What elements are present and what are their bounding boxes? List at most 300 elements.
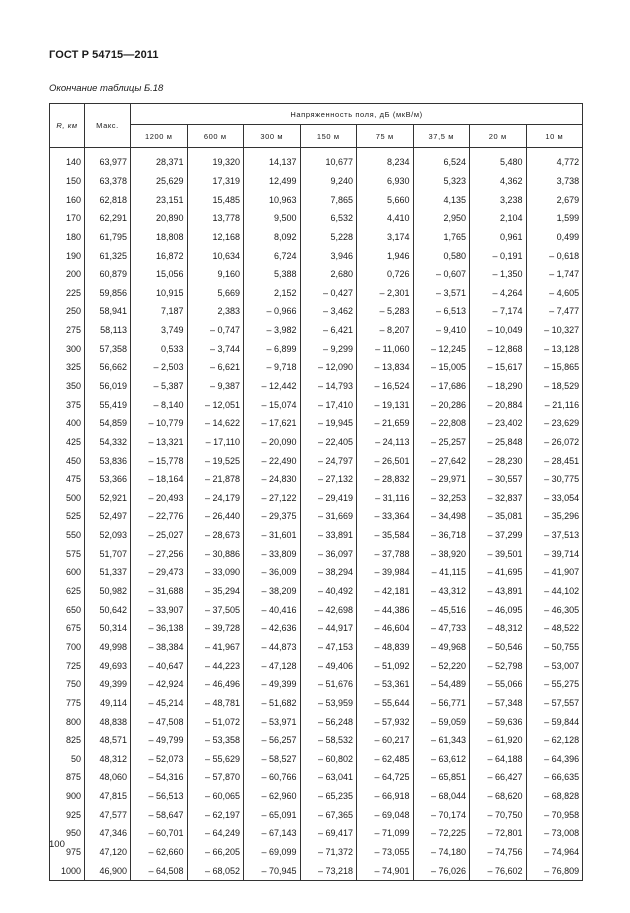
distance-cell: 475 (50, 470, 85, 489)
distance-cell: 200 (50, 265, 85, 284)
value-cell: – 10,779 (131, 414, 188, 433)
max-cell: 56,662 (85, 358, 131, 377)
value-cell: – 55,644 (357, 694, 414, 713)
value-cell: – 58,532 (300, 731, 357, 750)
value-cell: – 55,066 (470, 675, 527, 694)
value-cell: – 18,290 (470, 377, 527, 396)
value-cell: – 47,508 (131, 712, 188, 731)
value-cell: 1,599 (526, 209, 583, 228)
distance-cell: 925 (50, 805, 85, 824)
value-cell: 10,915 (131, 283, 188, 302)
value-cell: – 48,522 (526, 619, 583, 638)
header-frequency: 10 м (526, 125, 583, 148)
value-cell: – 74,756 (470, 843, 527, 862)
value-cell: 5,669 (187, 283, 244, 302)
value-cell: – 15,865 (526, 358, 583, 377)
value-cell: – 49,968 (413, 638, 470, 657)
table-row (50, 470, 583, 489)
max-cell: 55,419 (85, 395, 131, 414)
table-row (50, 414, 583, 433)
value-cell: – 0,191 (470, 246, 527, 265)
value-cell: – 52,220 (413, 656, 470, 675)
max-cell: 50,314 (85, 619, 131, 638)
value-cell: – 64,725 (357, 768, 414, 787)
value-cell: – 31,116 (357, 489, 414, 508)
header-frequency: 300 м (244, 125, 301, 148)
value-cell: – 38,384 (131, 638, 188, 657)
value-cell: – 24,797 (300, 451, 357, 470)
value-cell: 20,890 (131, 209, 188, 228)
value-cell: 3,738 (526, 172, 583, 191)
max-cell: 46,900 (85, 861, 131, 880)
value-cell: 5,323 (413, 172, 470, 191)
value-cell: – 15,074 (244, 395, 301, 414)
value-cell: – 33,364 (357, 507, 414, 526)
distance-cell: 300 (50, 339, 85, 358)
value-cell: – 16,524 (357, 377, 414, 396)
distance-cell: 500 (50, 489, 85, 508)
value-cell: – 66,427 (470, 768, 527, 787)
header-max: Макс. (85, 104, 131, 148)
value-cell: – 70,958 (526, 805, 583, 824)
value-cell: 1,765 (413, 228, 470, 247)
value-cell: – 2,503 (131, 358, 188, 377)
distance-cell: 180 (50, 228, 85, 247)
value-cell: – 17,621 (244, 414, 301, 433)
table-row (50, 489, 583, 508)
value-cell: – 29,419 (300, 489, 357, 508)
value-cell: – 23,402 (470, 414, 527, 433)
value-cell: 9,500 (244, 209, 301, 228)
max-cell: 47,815 (85, 787, 131, 806)
value-cell: – 46,305 (526, 600, 583, 619)
value-cell: – 3,744 (187, 339, 244, 358)
value-cell: – 44,873 (244, 638, 301, 657)
value-cell: 13,778 (187, 209, 244, 228)
value-cell: – 33,809 (244, 544, 301, 563)
max-cell: 49,114 (85, 694, 131, 713)
value-cell: – 27,122 (244, 489, 301, 508)
max-cell: 52,921 (85, 489, 131, 508)
value-cell: – 71,372 (300, 843, 357, 862)
value-cell: – 26,440 (187, 507, 244, 526)
value-cell: 0,499 (526, 228, 583, 247)
value-cell: – 14,793 (300, 377, 357, 396)
value-cell: – 60,065 (187, 787, 244, 806)
table-row (50, 377, 583, 396)
value-cell: – 50,755 (526, 638, 583, 657)
max-cell: 49,399 (85, 675, 131, 694)
value-cell: – 69,048 (357, 805, 414, 824)
value-cell: – 9,718 (244, 358, 301, 377)
value-cell: 3,174 (357, 228, 414, 247)
value-cell: 6,724 (244, 246, 301, 265)
value-cell: 2,950 (413, 209, 470, 228)
value-cell: – 44,102 (526, 582, 583, 601)
value-cell: – 20,286 (413, 395, 470, 414)
value-cell: – 10,327 (526, 321, 583, 340)
value-cell: – 21,116 (526, 395, 583, 414)
value-cell: – 69,417 (300, 824, 357, 843)
distance-cell: 275 (50, 321, 85, 340)
value-cell: – 56,513 (131, 787, 188, 806)
page-number: 100 (49, 839, 65, 850)
value-cell: – 12,245 (413, 339, 470, 358)
value-cell: – 53,358 (187, 731, 244, 750)
table-row (50, 787, 583, 806)
value-cell: – 59,844 (526, 712, 583, 731)
value-cell: – 53,007 (526, 656, 583, 675)
value-cell: 3,749 (131, 321, 188, 340)
value-cell: 8,092 (244, 228, 301, 247)
value-cell: – 37,788 (357, 544, 414, 563)
value-cell: 6,524 (413, 153, 470, 172)
value-cell: 7,865 (300, 190, 357, 209)
value-cell: – 0,747 (187, 321, 244, 340)
value-cell: – 68,044 (413, 787, 470, 806)
value-cell: 25,629 (131, 172, 188, 191)
table-row (50, 228, 583, 247)
table-row (50, 805, 583, 824)
value-cell: – 28,673 (187, 526, 244, 545)
value-cell: 28,371 (131, 153, 188, 172)
value-cell: – 33,907 (131, 600, 188, 619)
value-cell: 8,234 (357, 153, 414, 172)
value-cell: – 6,421 (300, 321, 357, 340)
table-row (50, 582, 583, 601)
max-cell: 58,113 (85, 321, 131, 340)
value-cell: – 36,097 (300, 544, 357, 563)
value-cell: – 21,659 (357, 414, 414, 433)
value-cell: – 22,405 (300, 433, 357, 452)
value-cell: – 74,180 (413, 843, 470, 862)
value-cell: – 64,249 (187, 824, 244, 843)
value-cell: – 45,516 (413, 600, 470, 619)
distance-cell: 140 (50, 153, 85, 172)
value-cell: – 15,005 (413, 358, 470, 377)
value-cell: – 1,747 (526, 265, 583, 284)
value-cell: – 68,828 (526, 787, 583, 806)
table-row (50, 339, 583, 358)
value-cell: – 57,348 (470, 694, 527, 713)
value-cell: – 9,410 (413, 321, 470, 340)
value-cell: – 19,131 (357, 395, 414, 414)
distance-cell: 425 (50, 433, 85, 452)
value-cell: – 41,695 (470, 563, 527, 582)
value-cell: – 47,153 (300, 638, 357, 657)
value-cell: – 41,907 (526, 563, 583, 582)
distance-cell: 900 (50, 787, 85, 806)
value-cell: – 25,027 (131, 526, 188, 545)
max-cell: 58,941 (85, 302, 131, 321)
value-cell: 2,679 (526, 190, 583, 209)
value-cell: – 66,205 (187, 843, 244, 862)
value-cell: – 39,728 (187, 619, 244, 638)
value-cell: – 33,054 (526, 489, 583, 508)
value-cell: – 20,884 (470, 395, 527, 414)
table-row (50, 768, 583, 787)
value-cell: – 9,387 (187, 377, 244, 396)
value-cell: – 66,635 (526, 768, 583, 787)
max-cell: 63,977 (85, 153, 131, 172)
table-row (50, 190, 583, 209)
value-cell: – 37,513 (526, 526, 583, 545)
value-cell: 2,680 (300, 265, 357, 284)
value-cell: – 21,878 (187, 470, 244, 489)
value-cell: – 56,257 (244, 731, 301, 750)
value-cell: – 36,138 (131, 619, 188, 638)
value-cell: – 40,492 (300, 582, 357, 601)
value-cell: – 0,966 (244, 302, 301, 321)
max-cell: 48,571 (85, 731, 131, 750)
value-cell: – 43,891 (470, 582, 527, 601)
table-row (50, 675, 583, 694)
header-frequency: 37,5 м (413, 125, 470, 148)
max-cell: 51,337 (85, 563, 131, 582)
max-cell: 49,693 (85, 656, 131, 675)
value-cell: – 59,059 (413, 712, 470, 731)
value-cell: – 0,607 (413, 265, 470, 284)
value-cell: – 12,868 (470, 339, 527, 358)
value-cell: – 48,781 (187, 694, 244, 713)
max-cell: 50,982 (85, 582, 131, 601)
value-cell: – 11,060 (357, 339, 414, 358)
max-cell: 52,497 (85, 507, 131, 526)
value-cell: – 27,256 (131, 544, 188, 563)
value-cell: – 63,041 (300, 768, 357, 787)
value-cell: – 18,164 (131, 470, 188, 489)
value-cell: – 30,886 (187, 544, 244, 563)
value-cell: – 8,207 (357, 321, 414, 340)
value-cell: – 31,601 (244, 526, 301, 545)
value-cell: – 29,473 (131, 563, 188, 582)
distance-cell: 350 (50, 377, 85, 396)
header-field-strength-group: Напряженность поля, дБ (мкВ/м) (131, 104, 583, 125)
value-cell: – 38,209 (244, 582, 301, 601)
max-cell: 54,332 (85, 433, 131, 452)
value-cell: – 53,959 (300, 694, 357, 713)
value-cell: – 29,971 (413, 470, 470, 489)
table-row (50, 712, 583, 731)
value-cell: – 45,214 (131, 694, 188, 713)
distance-cell: 400 (50, 414, 85, 433)
value-cell: – 54,489 (413, 675, 470, 694)
value-cell: – 24,830 (244, 470, 301, 489)
value-cell: 18,808 (131, 228, 188, 247)
value-cell: – 19,945 (300, 414, 357, 433)
table-row (50, 358, 583, 377)
value-cell: 2,152 (244, 283, 301, 302)
value-cell: – 61,920 (470, 731, 527, 750)
value-cell: – 62,128 (526, 731, 583, 750)
max-cell: 51,707 (85, 544, 131, 563)
value-cell: – 70,174 (413, 805, 470, 824)
value-cell: – 28,230 (470, 451, 527, 470)
max-cell: 47,120 (85, 843, 131, 862)
value-cell: 12,168 (187, 228, 244, 247)
value-cell: – 1,350 (470, 265, 527, 284)
table-row (50, 283, 583, 302)
value-cell: – 61,343 (413, 731, 470, 750)
value-cell: 0,726 (357, 265, 414, 284)
value-cell: – 26,072 (526, 433, 583, 452)
value-cell: – 51,092 (357, 656, 414, 675)
value-cell: – 35,584 (357, 526, 414, 545)
value-cell: – 36,718 (413, 526, 470, 545)
value-cell: 5,660 (357, 190, 414, 209)
value-cell: – 35,081 (470, 507, 527, 526)
distance-cell: 375 (50, 395, 85, 414)
value-cell: – 31,669 (300, 507, 357, 526)
value-cell: – 48,839 (357, 638, 414, 657)
value-cell: – 69,099 (244, 843, 301, 862)
value-cell: – 28,451 (526, 451, 583, 470)
value-cell: – 5,387 (131, 377, 188, 396)
document-standard-header: ГОСТ Р 54715—2011 (49, 49, 159, 61)
value-cell: – 44,386 (357, 600, 414, 619)
value-cell: – 29,375 (244, 507, 301, 526)
distance-cell: 225 (50, 283, 85, 302)
value-cell: – 27,132 (300, 470, 357, 489)
value-cell: – 4,605 (526, 283, 583, 302)
max-cell: 52,093 (85, 526, 131, 545)
distance-cell: 675 (50, 619, 85, 638)
value-cell: – 39,501 (470, 544, 527, 563)
max-cell: 56,019 (85, 377, 131, 396)
value-cell: – 3,571 (413, 283, 470, 302)
value-cell: – 64,188 (470, 750, 527, 769)
value-cell: – 49,799 (131, 731, 188, 750)
value-cell: – 60,802 (300, 750, 357, 769)
value-cell: – 4,264 (470, 283, 527, 302)
value-cell: – 62,197 (187, 805, 244, 824)
max-cell: 53,366 (85, 470, 131, 489)
value-cell: – 19,525 (187, 451, 244, 470)
value-cell: – 70,750 (470, 805, 527, 824)
value-cell: – 12,090 (300, 358, 357, 377)
max-cell: 48,838 (85, 712, 131, 731)
value-cell: – 62,485 (357, 750, 414, 769)
table-row (50, 824, 583, 843)
max-cell: 48,060 (85, 768, 131, 787)
value-cell: – 51,682 (244, 694, 301, 713)
value-cell: – 65,851 (413, 768, 470, 787)
header-distance: R, км (50, 104, 85, 148)
value-cell: – 23,629 (526, 414, 583, 433)
value-cell: – 17,410 (300, 395, 357, 414)
value-cell: – 38,920 (413, 544, 470, 563)
table-row (50, 694, 583, 713)
value-cell: – 22,776 (131, 507, 188, 526)
value-cell: 10,963 (244, 190, 301, 209)
value-cell: – 25,257 (413, 433, 470, 452)
value-cell: 12,499 (244, 172, 301, 191)
value-cell: 4,772 (526, 153, 583, 172)
value-cell: – 6,513 (413, 302, 470, 321)
value-cell: – 44,917 (300, 619, 357, 638)
max-cell: 63,378 (85, 172, 131, 191)
distance-cell: 575 (50, 544, 85, 563)
distance-cell: 190 (50, 246, 85, 265)
value-cell: – 52,798 (470, 656, 527, 675)
header-frequency: 1200 м (131, 125, 188, 148)
value-cell: 16,872 (131, 246, 188, 265)
value-cell: 9,240 (300, 172, 357, 191)
value-cell: 9,160 (187, 265, 244, 284)
value-cell: – 60,217 (357, 731, 414, 750)
field-strength-table (49, 103, 583, 881)
distance-cell: 160 (50, 190, 85, 209)
distance-cell: 50 (50, 750, 85, 769)
value-cell: – 32,837 (470, 489, 527, 508)
value-cell: – 12,051 (187, 395, 244, 414)
table-row (50, 750, 583, 769)
distance-cell: 825 (50, 731, 85, 750)
table-row (50, 246, 583, 265)
value-cell: – 62,960 (244, 787, 301, 806)
max-cell: 62,291 (85, 209, 131, 228)
table-row (50, 544, 583, 563)
value-cell: – 3,982 (244, 321, 301, 340)
value-cell: – 71,099 (357, 824, 414, 843)
value-cell: 14,137 (244, 153, 301, 172)
value-cell: – 58,527 (244, 750, 301, 769)
value-cell: – 0,427 (300, 283, 357, 302)
table-row (50, 563, 583, 582)
value-cell: – 39,984 (357, 563, 414, 582)
value-cell: – 15,617 (470, 358, 527, 377)
value-cell: – 42,698 (300, 600, 357, 619)
value-cell: – 3,462 (300, 302, 357, 321)
value-cell: – 17,686 (413, 377, 470, 396)
value-cell: – 76,026 (413, 861, 470, 880)
distance-cell: 625 (50, 582, 85, 601)
value-cell: – 22,490 (244, 451, 301, 470)
value-cell: 19,320 (187, 153, 244, 172)
distance-cell: 600 (50, 563, 85, 582)
value-cell: 17,319 (187, 172, 244, 191)
distance-cell: 170 (50, 209, 85, 228)
value-cell: – 59,636 (470, 712, 527, 731)
value-cell: – 49,406 (300, 656, 357, 675)
value-cell: – 35,296 (526, 507, 583, 526)
value-cell: – 13,321 (131, 433, 188, 452)
max-cell: 61,795 (85, 228, 131, 247)
value-cell: – 46,496 (187, 675, 244, 694)
value-cell: – 42,181 (357, 582, 414, 601)
table-row (50, 507, 583, 526)
value-cell: 5,480 (470, 153, 527, 172)
value-cell: 4,135 (413, 190, 470, 209)
value-cell: 4,410 (357, 209, 414, 228)
value-cell: – 47,733 (413, 619, 470, 638)
distance-cell: 250 (50, 302, 85, 321)
value-cell: – 44,223 (187, 656, 244, 675)
value-cell: – 74,901 (357, 861, 414, 880)
value-cell: – 65,235 (300, 787, 357, 806)
value-cell: – 42,636 (244, 619, 301, 638)
value-cell: – 20,493 (131, 489, 188, 508)
value-cell: – 26,501 (357, 451, 414, 470)
value-cell: – 28,832 (357, 470, 414, 489)
distance-cell: 725 (50, 656, 85, 675)
distance-cell: 550 (50, 526, 85, 545)
value-cell: – 56,248 (300, 712, 357, 731)
value-cell: – 58,647 (131, 805, 188, 824)
table-row (50, 265, 583, 284)
value-cell: – 31,688 (131, 582, 188, 601)
value-cell: – 40,647 (131, 656, 188, 675)
